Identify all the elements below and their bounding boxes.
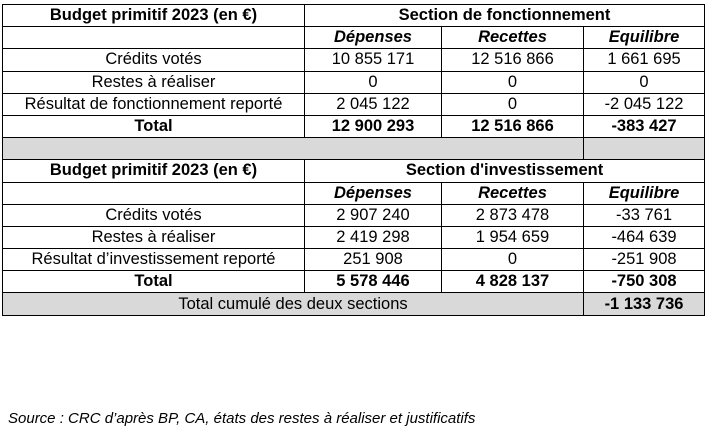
invest-header-depenses: Dépenses	[305, 182, 442, 204]
fonct-section-title: Section de fonctionnement	[305, 5, 705, 27]
cell-recettes: 0	[442, 71, 584, 93]
separator-cell-end	[584, 138, 705, 160]
table-row	[3, 71, 705, 93]
table-row	[3, 49, 705, 71]
budget-table	[2, 4, 705, 316]
cell-equilibre: -2 045 122	[584, 93, 705, 115]
cumul-value: -1 133 736	[584, 293, 705, 315]
total-label: Total	[3, 271, 305, 293]
cell-depenses: 2 907 240	[305, 204, 442, 226]
separator-cell	[3, 138, 584, 160]
total-equilibre: -750 308	[584, 271, 705, 293]
fonct-title: Budget primitif 2023 (en €)	[3, 5, 305, 27]
total-recettes: 12 516 866	[442, 115, 584, 137]
invest-empty-header	[3, 182, 305, 204]
cell-equilibre: -33 761	[584, 204, 705, 226]
invest-col-headers	[3, 182, 705, 204]
fonct-col-headers	[3, 27, 705, 49]
total-label: Total	[3, 115, 305, 137]
row-label: Restes à réaliser	[3, 71, 305, 93]
invest-total-row	[3, 271, 705, 293]
cumul-label: Total cumulé des deux sections	[3, 293, 584, 315]
invest-header-row	[3, 160, 705, 182]
cell-recettes: 1 954 659	[442, 226, 584, 248]
invest-section-title: Section d'investissement	[305, 160, 705, 182]
invest-header-recettes: Recettes	[442, 182, 584, 204]
cell-depenses: 2 419 298	[305, 226, 442, 248]
fonct-empty-header	[3, 27, 305, 49]
invest-title: Budget primitif 2023 (en €)	[3, 160, 305, 182]
fonct-header-row	[3, 5, 705, 27]
fonct-header-equilibre: Equilibre	[584, 27, 705, 49]
cell-depenses: 10 855 171	[305, 49, 442, 71]
cell-recettes: 12 516 866	[442, 49, 584, 71]
cell-equilibre: 0	[584, 71, 705, 93]
row-label: Restes à réaliser	[3, 226, 305, 248]
total-depenses: 12 900 293	[305, 115, 442, 137]
cell-equilibre: -251 908	[584, 249, 705, 271]
cell-depenses: 0	[305, 71, 442, 93]
cell-recettes: 0	[442, 93, 584, 115]
fonct-total-row	[3, 115, 705, 137]
total-depenses: 5 578 446	[305, 271, 442, 293]
fonct-header-recettes: Recettes	[442, 27, 584, 49]
cumul-row	[3, 293, 705, 315]
table-row	[3, 204, 705, 226]
invest-header-equilibre: Equilibre	[584, 182, 705, 204]
source-note: Source : CRC d’après BP, CA, états des restes à réaliser et justificatifs	[8, 410, 476, 427]
fonct-header-depenses: Dépenses	[305, 27, 442, 49]
cell-equilibre: -464 639	[584, 226, 705, 248]
table-row	[3, 226, 705, 248]
cell-recettes: 2 873 478	[442, 204, 584, 226]
row-label: Résultat d’investissement reporté	[3, 249, 305, 271]
table-row	[3, 249, 705, 271]
separator-row	[3, 138, 705, 160]
cell-recettes: 0	[442, 249, 584, 271]
row-label: Crédits votés	[3, 49, 305, 71]
cell-depenses: 2 045 122	[305, 93, 442, 115]
total-recettes: 4 828 137	[442, 271, 584, 293]
row-label: Crédits votés	[3, 204, 305, 226]
table-row	[3, 93, 705, 115]
cell-equilibre: 1 661 695	[584, 49, 705, 71]
row-label: Résultat de fonctionnement reporté	[3, 93, 305, 115]
cell-depenses: 251 908	[305, 249, 442, 271]
total-equilibre: -383 427	[584, 115, 705, 137]
